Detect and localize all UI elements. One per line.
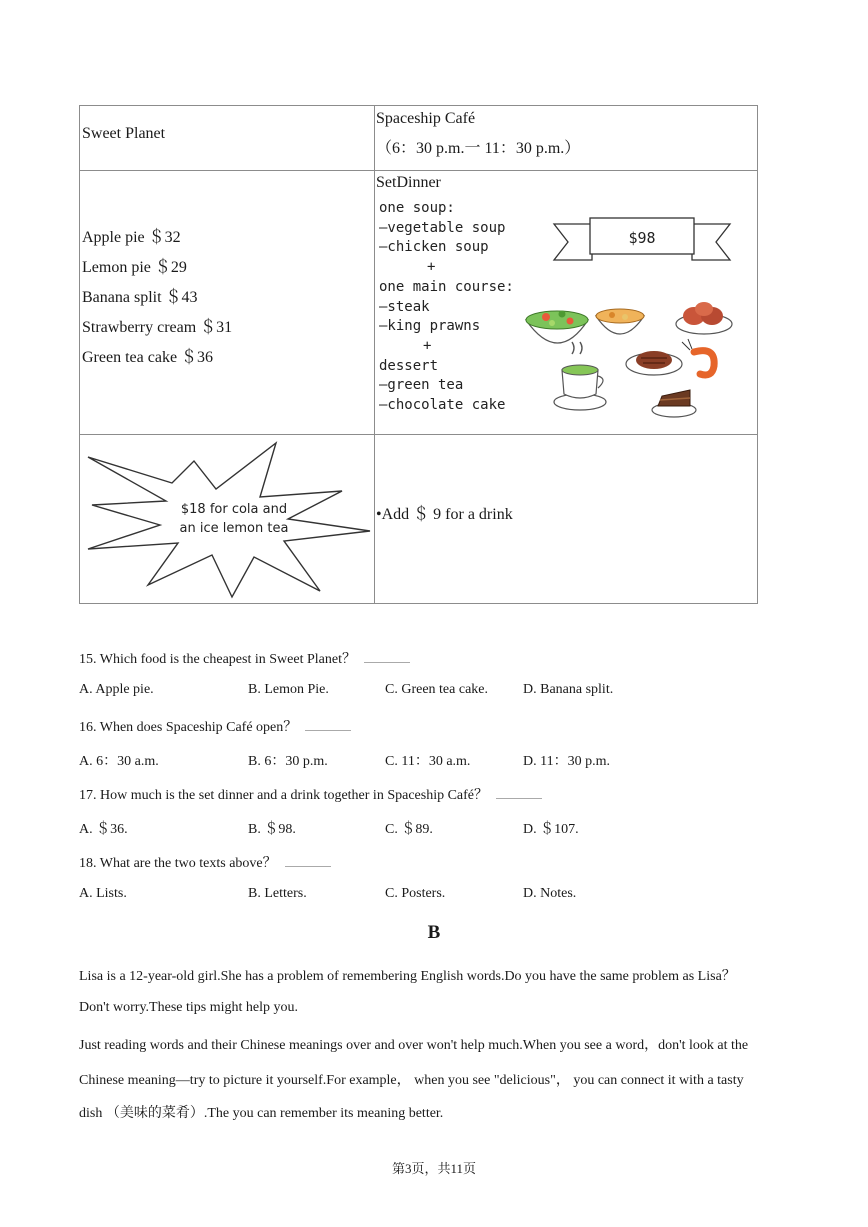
option-a: A. Lists. <box>79 886 127 901</box>
question-stem: 18. What are the two texts above？ <box>79 856 277 871</box>
spaceship-cafe-hours: （6：30 p.m.一 11：30 p.m.） <box>376 140 581 157</box>
menu-line: —chocolate cake <box>379 397 506 414</box>
menu-line: one main course: <box>379 278 514 295</box>
option-c: C. ＄89. <box>385 822 433 837</box>
prawn-icon <box>682 339 714 375</box>
menu-line: —king prawns <box>379 318 481 335</box>
option-d: D. Notes. <box>523 886 577 901</box>
green-tea-icon <box>554 342 606 410</box>
menu-line: dessert <box>379 357 439 374</box>
menu-line: —vegetable soup <box>379 219 506 236</box>
price-banner-text: $98 <box>628 229 656 247</box>
option-d: D. 11：30 p.m. <box>523 754 610 769</box>
menu-plus: + <box>427 259 436 276</box>
menu-line: —steak <box>379 298 430 315</box>
salad-bowl-icon <box>526 311 588 344</box>
price-item: Lemon pie ＄29 <box>82 259 187 276</box>
soup-bowl-icon <box>596 309 644 334</box>
set-dinner-menu <box>379 199 514 416</box>
option-a: A. Apple pie. <box>79 682 154 697</box>
set-dinner-title: SetDinner <box>376 174 441 191</box>
table-column-divider <box>374 106 375 603</box>
option-c: C. Posters. <box>385 886 446 901</box>
option-c: C. 11：30 a.m. <box>385 754 471 769</box>
passage-line: Lisa is a 12-year-old girl.She has a problem of remembering English words.Do you have the same problem as Lisa？ <box>79 969 736 984</box>
answer-blank <box>364 652 410 663</box>
answer-blank <box>285 856 331 867</box>
option-c: C. Green tea cake. <box>385 682 488 697</box>
option-b: B. Letters. <box>248 886 307 901</box>
menu-plus: + <box>423 337 432 354</box>
passage-line: Just reading words and their Chinese meanings over and over won't help much.When you see a word，don't look at the <box>79 1038 749 1053</box>
table-row-divider <box>80 434 757 435</box>
price-item: Banana split ＄43 <box>82 289 198 306</box>
option-a: A. 6：30 a.m. <box>79 754 159 769</box>
poster-line-1: $18 for cola and <box>180 502 288 517</box>
poster-line-2: an ice lemon tea <box>179 521 289 536</box>
passage-line: Chinese meaning—try to picture it yourself.For example， when you see "delicious"， you can connect it with a tasty <box>79 1073 744 1088</box>
page-footer: 第3页，共11页 <box>391 1161 477 1176</box>
passage-line: Don't worry.These tips might help you. <box>79 1000 298 1015</box>
question-17 <box>79 784 542 804</box>
meat-plate-icon <box>676 302 732 334</box>
spaceship-cafe-title: Spaceship Café <box>376 110 476 127</box>
price-item: Green tea cake ＄36 <box>82 349 214 366</box>
section-heading: B <box>427 922 441 943</box>
chocolate-cake-icon <box>652 390 696 417</box>
option-a: A. ＄36. <box>79 822 128 837</box>
steak-plate-icon <box>626 351 682 375</box>
question-16 <box>79 716 351 736</box>
price-item: Strawberry cream ＄31 <box>82 319 233 336</box>
option-d: D. ＄107. <box>523 822 579 837</box>
question-stem: 16. When does Spaceship Café open？ <box>79 720 298 735</box>
question-stem: 15. Which food is the cheapest in Sweet Planet？ <box>79 652 356 667</box>
menu-line: —green tea <box>379 377 464 394</box>
question-15 <box>79 648 410 668</box>
starburst-poster-icon <box>84 439 372 601</box>
menu-line: —chicken soup <box>379 239 489 256</box>
question-stem: 17. How much is the set dinner and a drink together in Spaceship Café？ <box>79 788 489 803</box>
menu-table <box>79 105 758 604</box>
drink-note: •Add ＄ 9 for a drink <box>376 506 513 523</box>
option-b: B. Lemon Pie. <box>248 682 329 697</box>
sweet-planet-title: Sweet Planet <box>82 125 166 142</box>
answer-blank <box>305 720 351 731</box>
passage-line: dish （美味的菜肴）.The you can remember its meaning better. <box>79 1106 444 1121</box>
option-b: B. ＄98. <box>248 822 296 837</box>
question-18 <box>79 852 331 872</box>
price-item: Apple pie ＄32 <box>82 229 181 246</box>
option-b: B. 6：30 p.m. <box>248 754 328 769</box>
food-illustrations <box>524 294 736 422</box>
menu-line: one soup: <box>379 200 455 216</box>
price-ribbon-icon <box>552 216 732 266</box>
option-d: D. Banana split. <box>523 682 614 697</box>
answer-blank <box>496 788 542 799</box>
